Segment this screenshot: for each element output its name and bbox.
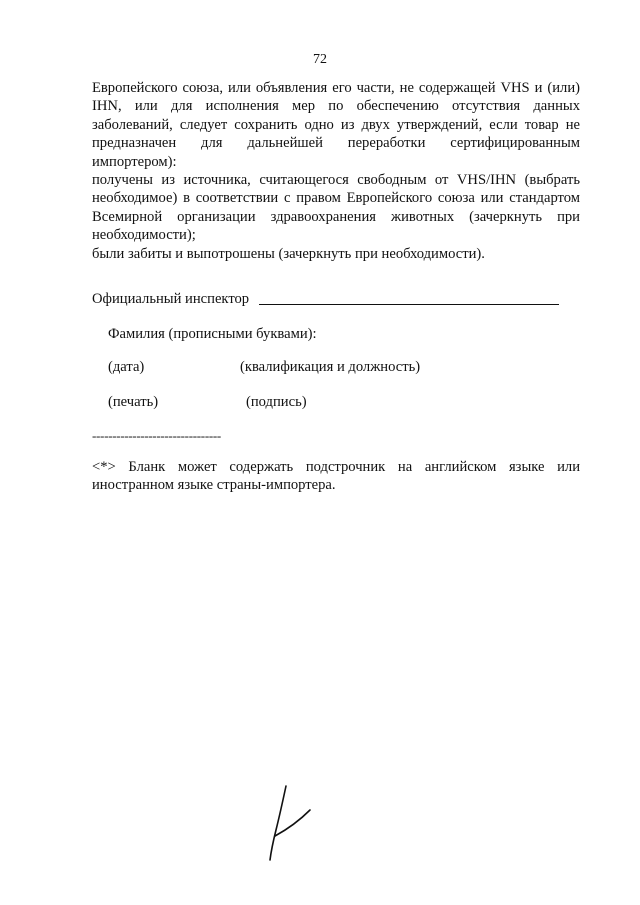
paragraph-slaughter-statement: были забиты и выпотрошены (зачеркнуть при необходимости). (92, 245, 485, 262)
surname-label: Фамилия (прописными буквами): (108, 326, 317, 342)
footnote-text (92, 458, 580, 495)
qualification-label: (квалификация и должность) (240, 359, 421, 375)
stamp-label: (печать) (108, 394, 159, 410)
handwritten-initials-icon (258, 780, 318, 870)
paragraph-source-statement: получены из источника, считающегося свободным от VHS/IHN (выбрать необходимое) в соответствии с правом Европейского союза или стандартом Всемирной организации здравоохранения животных (зачеркнуть при необходимости); (92, 172, 580, 244)
inspector-signature-line (259, 304, 559, 305)
page-number: 72 (313, 52, 327, 67)
paragraph-preamble: Европейского союза, или объявления его части, не содержащей VHS и (или) IHN, или для исполнения мер по обеспечению отсутствия данных заболеваний, следует сохранить одно из двух утверждений, если товар не предназначен для дальнейшей переработки сертифицированным импортером): (92, 80, 580, 170)
inspector-label: Официальный инспектор (92, 291, 250, 307)
date-label: (дата) (108, 359, 145, 375)
signature-label: (подпись) (246, 394, 307, 410)
footnote-paragraph: <*> Бланк может содержать подстрочник на английском языке или иностранном языке страны-импортера. (92, 459, 580, 494)
footnote-separator: -------------------------------- (92, 428, 221, 443)
body-text (92, 79, 580, 263)
